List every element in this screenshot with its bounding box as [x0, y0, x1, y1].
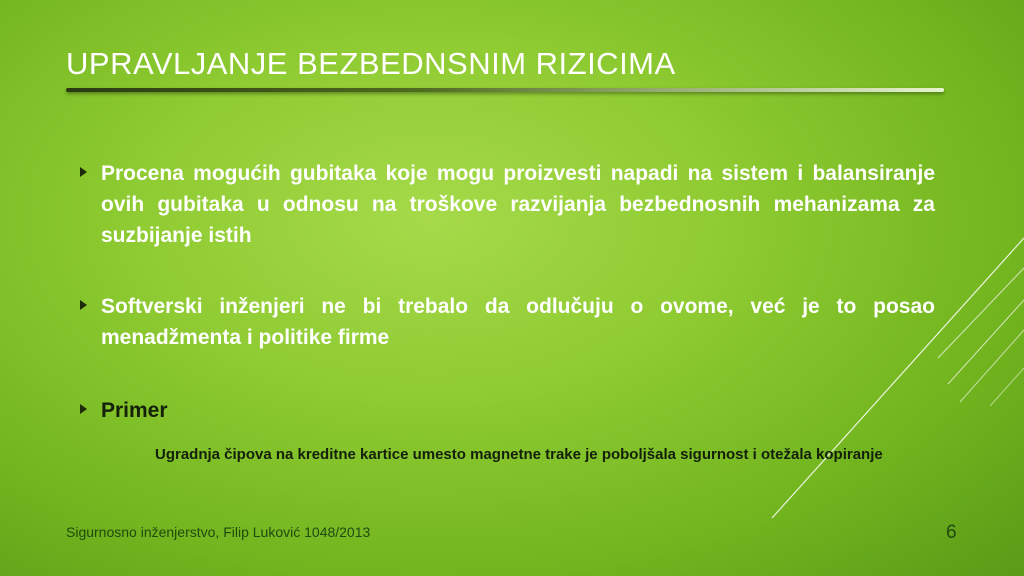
title-underline — [66, 88, 944, 92]
bullet-text: Primer — [101, 399, 168, 422]
triangle-right-icon — [80, 300, 87, 310]
bullet-item — [80, 291, 935, 353]
triangle-right-icon — [80, 167, 87, 177]
triangle-right-icon — [80, 404, 87, 414]
bullet-list — [80, 158, 935, 466]
bullet-text: Procena mogućih gubitaka koje mogu proizvesti napadi na sistem i balansiranje ovih gubitaka u odnosu na troškove razvijanja bezbednosnih mehanizama za suzbijanje istih — [101, 162, 935, 247]
bullet-item — [80, 158, 935, 251]
slide-footer: Sigurnosno inženjerstvo, Filip Luković 1048/2013 — [66, 524, 371, 540]
bullet-item — [80, 395, 935, 426]
slide-title: UPRAVLJANJE BEZBEDNSNIM RIZICIMA — [66, 46, 676, 81]
bullet-text: Softverski inženjeri ne bi trebalo da odlučuju o ovome, već je to posao menadžmenta i politike firme — [101, 295, 935, 349]
example-subtext: Ugradnja čipova na kreditne kartice umesto magnetne trake je poboljšala sigurnost i otežala kopiranje — [155, 446, 883, 463]
page-number: 6 — [946, 522, 957, 543]
